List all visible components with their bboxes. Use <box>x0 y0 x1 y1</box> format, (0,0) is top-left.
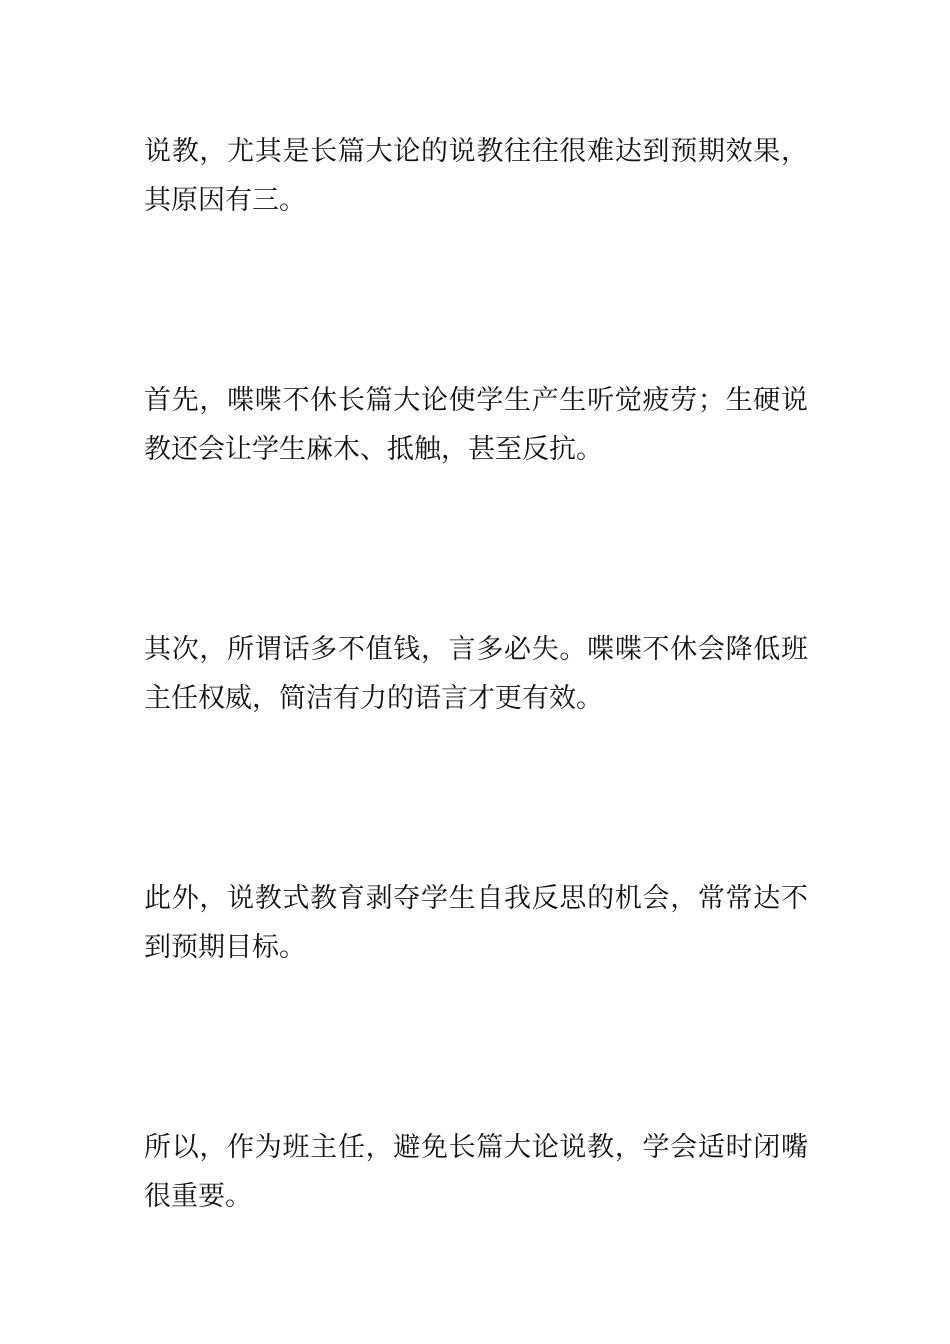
paragraph-conclusion: 所以，作为班主任，避免长篇大论说教，学会适时闭嘴很重要。 <box>144 1132 808 1212</box>
paragraph-first-reason: 首先，喋喋不休长篇大论使学生产生听觉疲劳；生硬说教还会让学生麻木、抵触，甚至反抗。 <box>144 385 808 465</box>
paragraph-third-reason: 此外，说教式教育剥夺学生自我反思的机会，常常达不到预期目标。 <box>144 883 808 963</box>
paragraph-second-reason: 其次，所谓话多不值钱，言多必失。喋喋不休会降低班主任权威，简洁有力的语言才更有效。 <box>144 634 808 714</box>
paragraph-intro: 说教，尤其是长篇大论的说教往往很难达到预期效果，其原因有三。 <box>144 136 808 216</box>
